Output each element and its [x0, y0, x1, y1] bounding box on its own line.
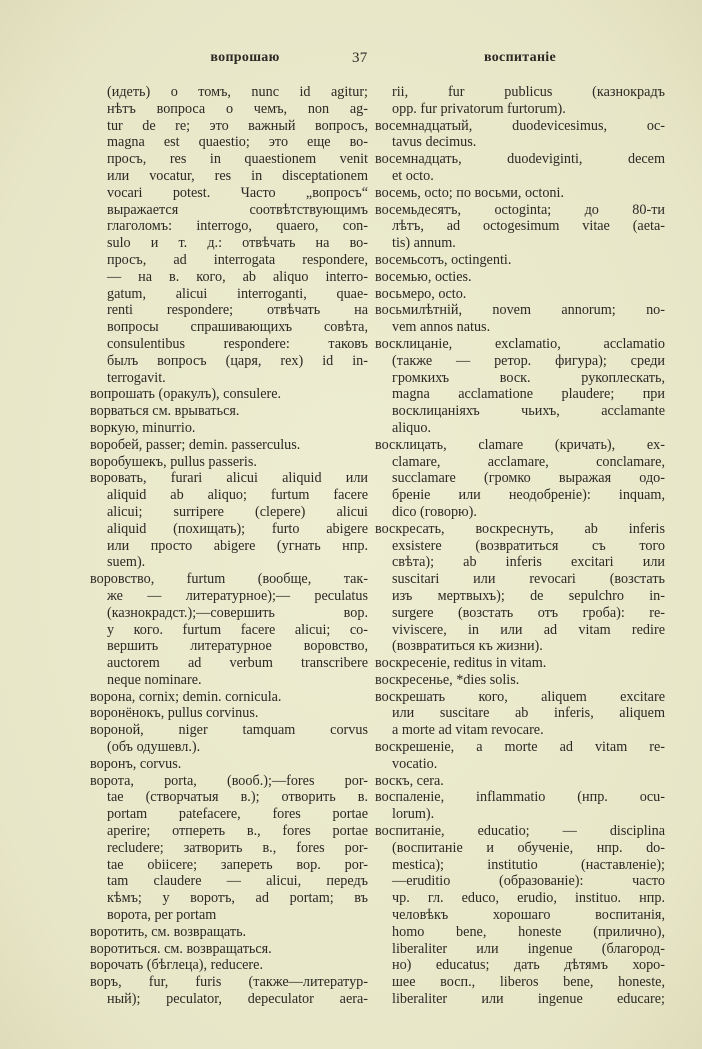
dictionary-entry	[375, 789, 665, 823]
entry-line: tis) annum.	[392, 235, 456, 252]
entry-line: —eruditio (образованіе): часто	[392, 873, 665, 890]
entry-line: (казнокрадст.);—совершить вор.	[107, 604, 368, 621]
dictionary-entry	[375, 286, 665, 303]
dictionary-entry	[90, 420, 368, 437]
dictionary-entry	[375, 151, 665, 185]
entry-headline: восклицать, clamare (кричать), ex-	[375, 436, 665, 453]
entry-line: бреніе или неодобреніе): inquam,	[392, 487, 665, 504]
entry-line: но) educatus; дать дѣтямъ хоро-	[392, 957, 665, 974]
right-column	[375, 84, 665, 1008]
entry-line: или просто abigere (угнать нпр.	[107, 537, 368, 554]
entry-line: gatum, alicui interroganti, quae-	[107, 285, 368, 302]
dictionary-entry	[90, 756, 368, 773]
entry-headline: восьмилѣтній, novem annorum; no-	[375, 302, 665, 319]
dictionary-entry	[90, 437, 368, 454]
dictionary-entry	[375, 521, 665, 655]
entry-line: tae obiicere; запереть вор. por-	[107, 856, 368, 873]
entry-line: aperire; отпереть в., fores portae	[107, 823, 368, 840]
entry-line: viviscere, in или ad vitam redire	[392, 621, 665, 638]
entry-line: кѣмъ; у воротъ, ad portam; въ	[107, 890, 368, 907]
dictionary-entry	[90, 974, 368, 1008]
entry-line: aliquid ab aliquo; furtum facere	[107, 487, 368, 504]
dictionary-entry	[90, 386, 368, 403]
entry-line: magna acclamatione plaudere; при	[392, 386, 665, 403]
entry-line: шее восп., liberos bene, honeste,	[392, 974, 665, 991]
entry-line: tavus decimus.	[392, 134, 477, 151]
dictionary-entry	[90, 84, 368, 386]
entry-line: a morte ad vitam revocare.	[392, 722, 544, 739]
entry-line: чр. гл. educo, erudio, instituo. нпр.	[392, 890, 665, 907]
dictionary-entry	[375, 655, 665, 672]
entry-line: у кого. furtum facere alicui; со-	[107, 621, 368, 638]
entry-headline: восемнадцать, duodeviginti, decem	[375, 151, 665, 168]
entry-headline: воскъ, cera.	[375, 772, 444, 789]
entry-line: opp. fur privatorum furtorum).	[392, 100, 566, 117]
entry-line: изъ мертвыхъ); de sepulchro in-	[392, 587, 665, 604]
dictionary-entry	[90, 705, 368, 722]
entry-headline: воровать, furari alicui aliquid или	[90, 470, 368, 487]
entry-line: aliquo.	[392, 419, 432, 436]
dictionary-entry	[375, 252, 665, 269]
entry-headline: воспитаніе, educatio; — disciplina	[375, 823, 665, 840]
entry-headline: воркую, minurrio.	[90, 419, 196, 436]
entry-line: suscitari или revocari (возстать	[392, 571, 665, 588]
entry-headline: ворота, porta, (вооб.);—fores por-	[90, 772, 368, 789]
dictionary-entry	[375, 118, 665, 152]
entry-line: (объ одушевл.).	[107, 739, 201, 756]
entry-headline: воровство, furtum (вообще, так-	[90, 571, 368, 588]
dictionary-entry	[375, 773, 665, 790]
entry-line: tae (створчатыя в.); отворить в.	[107, 789, 368, 806]
entry-line: terrogavit.	[107, 369, 166, 386]
dictionary-entry	[90, 470, 368, 571]
entry-line: clamare, acclamare, conclamare,	[392, 453, 665, 470]
entry-headline: восемнадцатый, duodevicesimus, oc-	[375, 117, 665, 134]
entry-line: suem).	[107, 554, 146, 571]
entry-headline: воробей, passer; demin. passerculus.	[90, 436, 301, 453]
entry-headline: воскрешеніе, a morte ad vitam re-	[375, 739, 665, 756]
entry-line: или suscitare ab inferis, aliquem	[392, 705, 665, 722]
entry-line: tam claudere — alicui, передъ	[107, 873, 368, 890]
entry-line: exsistere (возвратиться съ того	[392, 537, 665, 554]
dictionary-entry	[90, 722, 368, 756]
entry-line: ный); peculator, depeculator aera-	[107, 991, 368, 1008]
entry-line: homo bene, honeste (прилично),	[392, 923, 665, 940]
entry-line: (возвратиться къ жизни).	[392, 638, 543, 655]
entry-line: ворота, per portam	[107, 907, 217, 924]
entry-headline: воскресеніе, reditus in vitam.	[375, 655, 547, 672]
entry-headline: восемьсотъ, octingenti.	[375, 251, 512, 268]
entry-line: consulentibus respondere: таковъ	[107, 335, 368, 352]
entry-line: vocari potest. Часто „вопросъ“	[107, 184, 368, 201]
entry-line: вопросы спрашивающихъ совѣта,	[107, 319, 368, 336]
entry-line: вершить литературное воровство,	[107, 638, 368, 655]
entry-line: recludere; затворить в., fores por-	[107, 839, 368, 856]
entry-line: — на в. кого, ab aliquo interro-	[107, 268, 368, 285]
entry-line: tur de re; это важный вопросъ,	[107, 117, 368, 134]
dictionary-entry	[375, 269, 665, 286]
entry-headline: воскресать, воскреснуть, ab inferis	[375, 520, 665, 537]
dictionary-entry	[375, 84, 665, 118]
entry-line: neque nominare.	[107, 671, 202, 688]
dictionary-entry	[90, 689, 368, 706]
entry-line: liberaliter или ingenue (благород-	[392, 940, 665, 957]
dictionary-entry	[90, 571, 368, 689]
dictionary-entry	[375, 689, 665, 739]
dictionary-entry	[375, 437, 665, 521]
entry-line: (идеть) о томъ, nunc id agitur;	[107, 84, 368, 100]
entry-line: auctorem ad verbum transcribere	[107, 655, 368, 672]
entry-headline: ворваться см. врываться.	[90, 403, 240, 420]
entry-line: surgere (возстать отъ гроба): re-	[392, 604, 665, 621]
entry-line: нѣтъ вопроса о чемъ, non ag-	[107, 100, 368, 117]
entry-line: succlamare (громко выражая одо-	[392, 470, 665, 487]
entry-headline: восьмеро, octo.	[375, 285, 467, 302]
dictionary-entry	[90, 957, 368, 974]
entry-headline: вороной, niger tamquam corvus	[90, 722, 368, 739]
entry-headline: ворочать (бѣглеца), reducere.	[90, 957, 263, 974]
entry-headline: ворона, cornix; demin. cornicula.	[90, 688, 282, 705]
left-column	[90, 84, 368, 1008]
entry-line: dico (говорю).	[392, 503, 477, 520]
dictionary-entry	[375, 185, 665, 202]
entry-headline: вопрошать (оракулъ), consulere.	[90, 386, 282, 403]
entry-line: или vocatur, res in disceptationem	[107, 167, 368, 184]
entry-line: et octo.	[392, 167, 434, 184]
entry-line: былъ вопросъ (царя, rex) id in-	[107, 352, 368, 369]
page-number: 37	[352, 50, 368, 66]
entry-line: лѣтъ, ad octogesimum vitae (aeta-	[392, 218, 665, 235]
entry-headline: воръ, fur, furis (также—литератур-	[90, 974, 368, 991]
entry-line: (воспитаніе и обученіе, нпр. do-	[392, 839, 665, 856]
entry-line: renti respondere; отвѣчать на	[107, 302, 368, 319]
entry-headline: восемь, octo; по восьми, octoni.	[375, 184, 564, 201]
dictionary-entry	[90, 941, 368, 958]
entry-headline: восклицаніе, exclamatio, acclamatio	[375, 335, 665, 352]
dictionary-entry	[375, 672, 665, 689]
dictionary-entry	[90, 924, 368, 941]
dictionary-entry	[375, 823, 665, 1008]
entry-headline: воробушекъ, pullus passeris.	[90, 453, 257, 470]
entry-line: sulo и т. д.: отвѣчать на во-	[107, 235, 368, 252]
entry-line: vem annos natus.	[392, 319, 491, 336]
entry-headline: воронъ, corvus.	[90, 755, 182, 772]
dictionary-entry	[375, 302, 665, 336]
entry-line: выражается соотвѣтствующимъ	[107, 201, 368, 218]
entry-line: rii, fur publicus (казнокрадъ	[392, 84, 665, 100]
entry-headline: воскресенье, *dies solis.	[375, 671, 520, 688]
dictionary-entry	[90, 403, 368, 420]
right-guideword: воспитаніе	[483, 50, 557, 65]
entry-line: восклицаніяхъ чьихъ, acclamante	[392, 403, 665, 420]
entry-line: же — литературное);— peculatus	[107, 587, 368, 604]
entry-headline: воспаленіе, inflammatio (нпр. ocu-	[375, 789, 665, 806]
entry-line: глаголомъ: interrogo, quaero, con-	[107, 218, 368, 235]
entry-line: mestica); institutio (наставленіе);	[392, 856, 665, 873]
entry-line: vocatio.	[392, 755, 438, 772]
entry-headline: воротиться. см. возвращаться.	[90, 940, 272, 957]
entry-line: просъ, res in quaestionem venit	[107, 151, 368, 168]
entry-line: человѣкъ хорошаго воспитанія,	[392, 907, 665, 924]
dictionary-entry	[375, 336, 665, 437]
dictionary-entry	[90, 454, 368, 471]
entry-line: liberaliter или ingenue educare;	[392, 991, 665, 1008]
entry-line: свѣта); ab inferis excitari или	[392, 554, 665, 571]
dictionary-entry	[375, 202, 665, 252]
entry-headline: воскрешать кого, aliquem excitare	[375, 688, 665, 705]
entry-line: просъ, ad interrogata respondere,	[107, 251, 368, 268]
left-guideword: вопрошаю	[210, 50, 280, 65]
entry-headline: восемью, octies.	[375, 268, 472, 285]
dictionary-entry	[375, 739, 665, 773]
entry-line: aliquid (похищать); furto abigere	[107, 520, 368, 537]
entry-headline: воронёнокъ, pullus corvinus.	[90, 705, 259, 722]
entry-line: (также — ретор. фигура); среди	[392, 352, 665, 369]
entry-line: громкихъ воск. рукоплескать,	[392, 369, 665, 386]
entry-line: alicui; surripere (clepere) alicui	[107, 503, 368, 520]
entry-line: lorum).	[392, 806, 435, 823]
entry-headline: воротить, см. возвращать.	[90, 923, 247, 940]
entry-headline: восемьдесятъ, octoginta; до 80-ти	[375, 201, 665, 218]
dictionary-entry	[90, 773, 368, 924]
entry-line: magna est quaestio; это еще во-	[107, 134, 368, 151]
entry-line: portam patefacere, fores portae	[107, 806, 368, 823]
